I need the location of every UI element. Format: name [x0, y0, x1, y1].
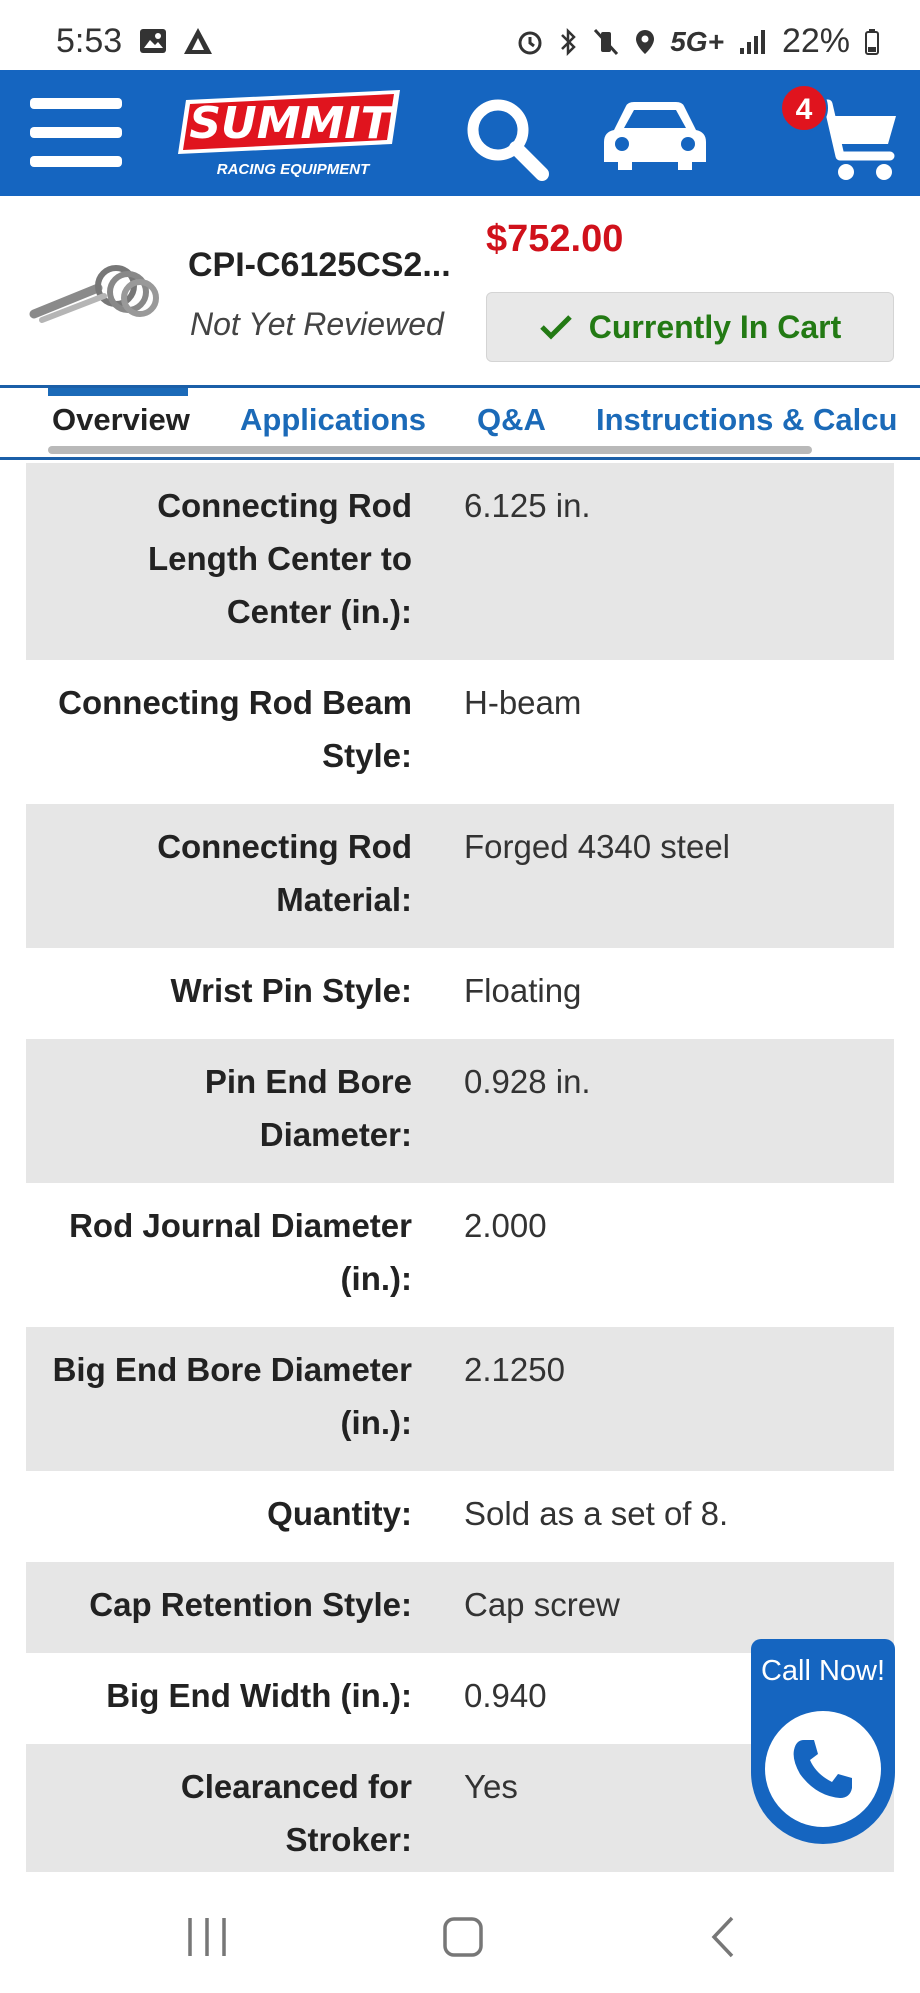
review-status[interactable]: Not Yet Reviewed [190, 306, 444, 342]
spec-label: Big End Bore Diameter (in.): [52, 1351, 412, 1441]
status-bar [0, 0, 920, 70]
spec-value: Yes [464, 1768, 518, 1805]
spec-value: H-beam [464, 684, 582, 721]
network-type: 5G+ [670, 25, 724, 57]
spec-value: Sold as a set of 8. [464, 1495, 729, 1532]
spec-label: Connecting Rod Beam Style: [58, 684, 412, 774]
call-now-button[interactable] [751, 1639, 895, 1844]
spec-value: 2.000 [464, 1207, 547, 1244]
gallery-icon [138, 26, 168, 56]
recent-apps-icon[interactable] [184, 1912, 230, 1962]
app-notification-icon [182, 26, 214, 56]
spec-label: Quantity: [267, 1495, 412, 1532]
spec-value: Forged 4340 steel [464, 828, 731, 865]
spec-label: Clearanced for Stroker: [180, 1768, 412, 1858]
product-sku[interactable]: CPI-C6125CS2... [188, 246, 451, 284]
table-row [26, 1183, 894, 1327]
spec-value: 2.1250 [464, 1351, 565, 1388]
svg-text:SUMMIT: SUMMIT [189, 98, 391, 149]
table-row [26, 948, 894, 1039]
summit-logo[interactable] [178, 82, 408, 182]
spec-value: 0.940 [464, 1677, 547, 1714]
battery-percent: 22% [781, 22, 850, 60]
table-row [26, 804, 894, 948]
spec-value: Cap screw [464, 1586, 620, 1623]
in-cart-button[interactable] [486, 292, 894, 362]
status-time: 5:53 [56, 22, 123, 60]
tab-qa[interactable]: Q&A [477, 402, 546, 437]
tab-applications[interactable]: Applications [240, 402, 427, 437]
in-cart-label: Currently In Cart [588, 308, 842, 345]
checkmark-icon [539, 313, 573, 341]
vibrate-mute-icon [592, 28, 620, 56]
active-tab-indicator [48, 388, 188, 396]
spec-label: Wrist Pin Style: [170, 972, 412, 1009]
table-row [26, 463, 894, 660]
product-price: $752.00 [486, 218, 624, 260]
search-icon[interactable] [462, 94, 552, 184]
call-now-label: Call Now! [760, 1655, 886, 1687]
tab-overview[interactable]: Overview [52, 402, 190, 437]
phone-icon [788, 1734, 858, 1804]
bluetooth-icon [558, 27, 578, 57]
garage-car-icon[interactable] [600, 96, 710, 176]
cart-count-badge: 4 [780, 84, 828, 132]
tab-scrollbar[interactable] [48, 446, 812, 454]
product-summary [0, 196, 920, 388]
table-row [26, 1471, 894, 1562]
spec-value: 0.928 in. [464, 1063, 591, 1100]
product-thumbnail[interactable] [28, 258, 160, 338]
spec-label: Connecting Rod Length Center to Center (in.): [148, 487, 412, 630]
spec-label: Pin End Bore Diameter: [204, 1063, 412, 1153]
cart-icon[interactable] [770, 78, 900, 188]
product-tabs [0, 388, 920, 460]
spec-label: Connecting Rod Material: [157, 828, 412, 918]
spec-label: Cap Retention Style: [89, 1586, 412, 1623]
back-icon[interactable] [702, 1912, 742, 1962]
spec-value: Floating [464, 972, 582, 1009]
table-row [26, 1039, 894, 1183]
alarm-icon [516, 28, 544, 56]
signal-icon [738, 28, 768, 56]
home-icon[interactable] [440, 1912, 486, 1962]
svg-text:RACING EQUIPMENT: RACING EQUIPMENT [216, 161, 370, 178]
location-icon [634, 28, 656, 56]
battery-icon [864, 28, 880, 56]
table-row [26, 660, 894, 804]
table-row [26, 1327, 894, 1471]
site-header [0, 70, 920, 196]
spec-label: Rod Journal Diameter (in.): [69, 1207, 412, 1297]
menu-icon[interactable] [30, 98, 122, 168]
spec-label: Big End Width (in.): [106, 1677, 412, 1714]
spec-value: 6.125 in. [464, 487, 591, 524]
tab-instructions[interactable]: Instructions & Calcu [596, 402, 898, 437]
